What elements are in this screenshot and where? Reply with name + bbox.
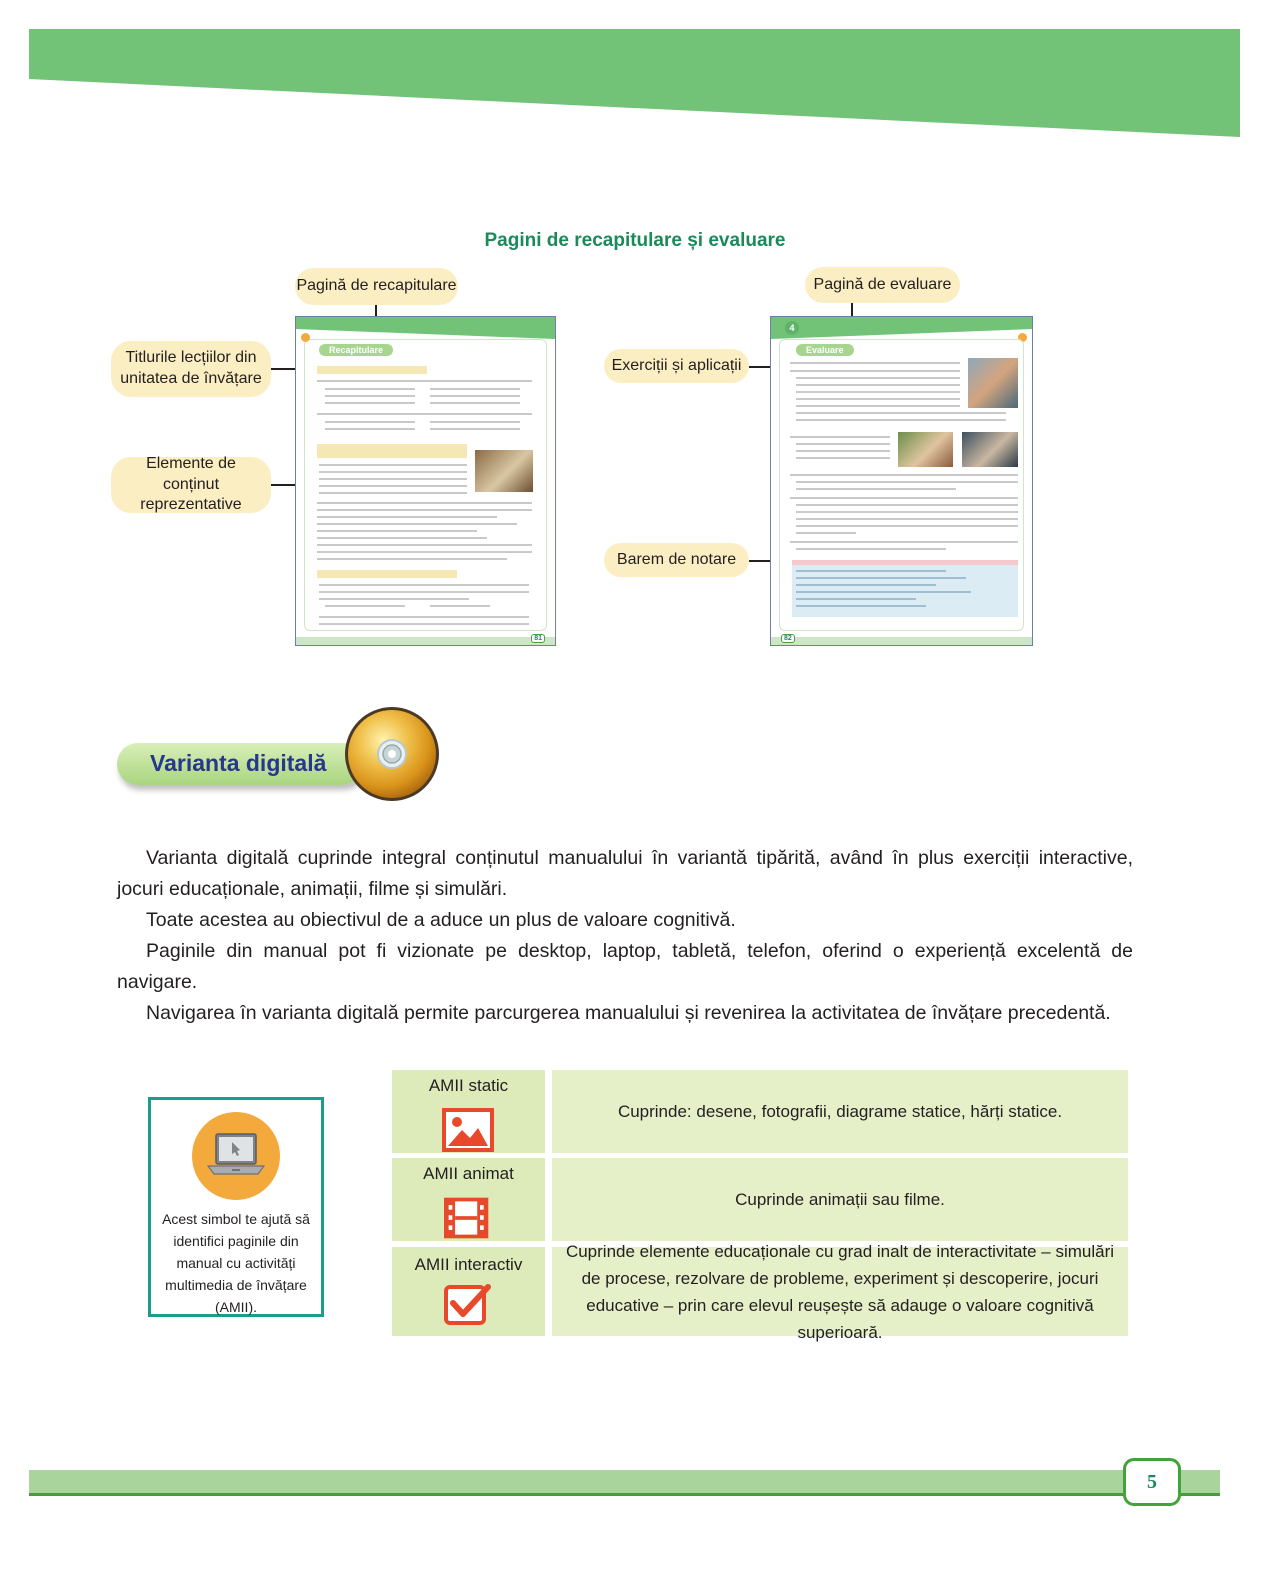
thumb-line bbox=[317, 516, 497, 518]
thumb-line bbox=[796, 488, 956, 490]
image-icon bbox=[442, 1108, 494, 1152]
eval-page-label: Pagină de evaluare bbox=[805, 267, 960, 303]
paragraph: Navigarea în varianta digitală permite parcurgerea manualului și revenirea la activitatea de învățare precedentă. bbox=[146, 1002, 1111, 1024]
digital-version-title: Varianta digitală bbox=[150, 750, 327, 776]
amii-icon-background bbox=[192, 1112, 280, 1200]
thumb-footer bbox=[296, 637, 555, 645]
amii-animated-label: AMII animat bbox=[423, 1164, 514, 1183]
thumb-line bbox=[430, 421, 520, 423]
thumb-line bbox=[796, 532, 856, 534]
thumb-line bbox=[317, 509, 532, 511]
recap-thumb-heading: Recapitulare bbox=[319, 344, 393, 356]
thumb-line bbox=[317, 544, 532, 546]
digital-description bbox=[117, 843, 1133, 1029]
thumb-line bbox=[319, 485, 467, 487]
amii-interactive-description: Cuprinde elemente educaționale cu grad inalt de interactivitate – simulări de procese, rezolvare de probleme, experiment și descoperire, jocuri educative – prin care elevul reușește să adauge o valoare cognitivă superioară. bbox=[552, 1247, 1128, 1336]
thumb-line bbox=[319, 478, 467, 480]
thumb-line bbox=[796, 398, 960, 400]
thumb-line bbox=[790, 362, 960, 364]
thumb-band bbox=[771, 317, 1032, 339]
amii-note: Acest simbol te ajută să identifici paginile din manual cu activități multimedia de învățare (AMII). bbox=[162, 1211, 310, 1315]
eval-callout-exercises: Exerciții și aplicații bbox=[604, 349, 749, 383]
thumb-line bbox=[319, 591, 529, 593]
thumb-line bbox=[796, 377, 960, 379]
thumb-line bbox=[796, 391, 960, 393]
thumb-line bbox=[790, 474, 1018, 476]
thumb-line bbox=[430, 428, 520, 430]
thumb-footer bbox=[771, 637, 1032, 645]
thumb-line bbox=[790, 370, 960, 372]
thumb-line bbox=[430, 395, 520, 397]
thumb-line bbox=[796, 419, 1006, 421]
eval-page-thumbnail bbox=[770, 316, 1033, 646]
thumb-line bbox=[317, 570, 457, 578]
amii-animated-label-cell bbox=[392, 1158, 545, 1241]
thumb-photo bbox=[898, 432, 953, 467]
eval-thumb-unit: 4 bbox=[785, 321, 799, 335]
thumb-line bbox=[796, 584, 936, 586]
amii-static-label: AMII static bbox=[428, 1076, 509, 1095]
thumb-line bbox=[796, 457, 890, 459]
thumb-line bbox=[796, 504, 1018, 506]
thumb-line bbox=[430, 388, 520, 390]
thumb-line bbox=[319, 464, 467, 466]
thumb-line bbox=[325, 428, 415, 430]
thumb-corner-icon bbox=[301, 333, 310, 342]
thumb-line bbox=[319, 598, 469, 600]
thumb-line bbox=[317, 502, 532, 504]
thumb-line bbox=[430, 605, 490, 607]
recap-callout-titles: Titlurile lecțiilor din unitatea de învățare bbox=[111, 341, 271, 397]
recap-page-thumbnail bbox=[295, 316, 556, 646]
thumb-line bbox=[319, 492, 467, 494]
thumb-line bbox=[796, 481, 1018, 483]
thumb-line bbox=[796, 518, 1018, 520]
thumb-line bbox=[319, 616, 529, 618]
thumb-line bbox=[796, 577, 966, 579]
thumb-line bbox=[325, 605, 405, 607]
footer-line bbox=[29, 1493, 1220, 1496]
thumb-line bbox=[319, 471, 467, 473]
thumb-line bbox=[796, 405, 960, 407]
page-number: 5 bbox=[1123, 1458, 1181, 1506]
thumb-line bbox=[796, 598, 916, 600]
thumb-line bbox=[796, 525, 1018, 527]
thumb-line bbox=[317, 523, 517, 525]
thumb-line bbox=[796, 511, 1018, 513]
thumb-line bbox=[319, 623, 529, 625]
thumb-line bbox=[317, 530, 477, 532]
laptop-icon bbox=[192, 1112, 280, 1200]
thumb-line bbox=[790, 541, 1018, 543]
thumb-content bbox=[779, 339, 1024, 631]
paragraph: Paginile din manual pot fi vizionate pe desktop, laptop, tabletă, telefon, oferind o experiență excelentă de navigare. bbox=[117, 940, 1133, 993]
grading-table-thumbnail bbox=[792, 560, 1018, 617]
thumb-band bbox=[296, 317, 555, 339]
thumb-line bbox=[796, 450, 890, 452]
thumb-line bbox=[317, 537, 487, 539]
thumb-line bbox=[796, 591, 971, 593]
thumb-line bbox=[796, 412, 1006, 414]
recap-thumb-page-number: 81 bbox=[531, 634, 545, 643]
cd-icon bbox=[343, 705, 441, 803]
amii-interactive-label: AMII interactiv bbox=[414, 1255, 523, 1274]
thumb-line bbox=[317, 551, 532, 553]
thumb-content bbox=[304, 339, 547, 631]
thumb-photo bbox=[968, 358, 1018, 408]
eval-callout-grading: Barem de notare bbox=[604, 543, 749, 577]
amii-static-label-cell bbox=[392, 1070, 545, 1153]
footer-band bbox=[29, 1470, 1220, 1493]
thumb-line bbox=[796, 548, 946, 550]
thumb-line bbox=[325, 402, 415, 404]
thumb-line bbox=[796, 605, 926, 607]
thumb-line bbox=[790, 436, 890, 438]
recap-callout-content: Elemente de conținut reprezentative bbox=[111, 457, 271, 513]
amii-animated-description: Cuprinde animații sau filme. bbox=[552, 1158, 1128, 1241]
thumb-photo bbox=[962, 432, 1018, 467]
checkbox-icon bbox=[442, 1283, 494, 1327]
thumb-line bbox=[317, 413, 532, 415]
thumb-line bbox=[317, 380, 532, 382]
eval-thumb-heading: Evaluare bbox=[796, 344, 854, 356]
section-title: Pagini de recapitulare și evaluare bbox=[484, 230, 786, 251]
thumb-line bbox=[325, 395, 415, 397]
thumb-line bbox=[319, 584, 529, 586]
thumb-photo bbox=[475, 450, 533, 492]
thumb-line bbox=[325, 388, 415, 390]
eval-thumb-page-number: 82 bbox=[781, 634, 795, 643]
thumb-line bbox=[796, 443, 890, 445]
thumb-line bbox=[796, 384, 960, 386]
paragraph: Varianta digitală cuprinde integral conținutul manualului în variantă tipărită, având în plus exerciții interactive, jocuri educaționale, animații, filme și simulări. bbox=[117, 847, 1133, 900]
thumb-line bbox=[325, 421, 415, 423]
amii-symbol-box bbox=[148, 1097, 324, 1317]
header-band bbox=[29, 29, 1240, 141]
thumb-line bbox=[317, 444, 467, 458]
thumb-line bbox=[430, 402, 520, 404]
amii-static-description: Cuprinde: desene, fotografii, diagrame statice, hărți statice. bbox=[552, 1070, 1128, 1153]
film-icon bbox=[444, 1196, 492, 1240]
recap-page-label: Pagină de recapitulare bbox=[295, 268, 458, 305]
amii-interactive-label-cell bbox=[392, 1247, 545, 1336]
paragraph: Toate acestea au obiectivul de a aduce un plus de valoare cognitivă. bbox=[146, 909, 736, 931]
thumb-line bbox=[317, 558, 507, 560]
thumb-line bbox=[317, 366, 427, 374]
thumb-line bbox=[796, 570, 946, 572]
thumb-line bbox=[790, 497, 1018, 499]
